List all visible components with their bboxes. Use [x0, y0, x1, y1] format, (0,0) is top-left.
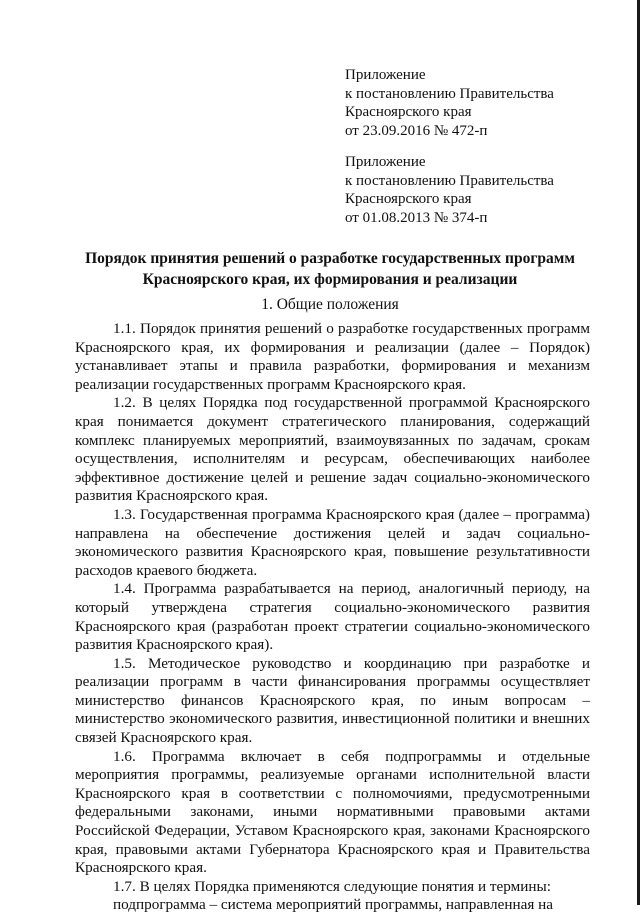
paragraph-1-1: 1.1. Порядок принятия решений о разработке государственных программ Красноярского края, их формирования и реализации (далее – Порядок) устанавливает этапы и правила разработки, формирования и механизм реализации государственных программ Красноярского края.	[75, 320, 590, 393]
appendix-note-current	[345, 66, 554, 140]
document-body	[75, 320, 590, 915]
appendix-date-number: от 23.09.2016 № 472-п	[345, 122, 488, 139]
paragraph-subprogram-definition: подпрограмма – система мероприятий программы, направленная на	[113, 896, 553, 914]
appendix-region: Красноярского края	[345, 104, 472, 120]
appendix-label: Приложение	[345, 67, 426, 83]
appendix-date-number: от 01.08.2013 № 374-п	[345, 209, 488, 226]
appendix-resolution-ref: к постановлению Правительства	[345, 85, 554, 102]
document-title-line-2: Красноярского края, их формирования и реализации	[142, 271, 518, 288]
paragraph-1-3: 1.3. Государственная программа Красноярского края (далее – программа) направлена на обеспечение достижения целей и задач социально-экономического развития Красноярского края, повышение результативности расходов краевого бюджета.	[75, 505, 590, 579]
appendix-note-original	[345, 153, 554, 227]
paragraph-1-7: 1.7. В целях Порядка применяются следующие понятия и термины:	[113, 877, 551, 895]
paragraph-1-4: 1.4. Программа разрабатывается на период, аналогичный периоду, на который утверждена стратегия социально-экономического развития Красноярского края (разработан проект стратегии социально-экономического развития Красноярского края).	[75, 580, 590, 654]
document-title	[60, 248, 600, 290]
paragraph-1-5: 1.5. Методическое руководство и координацию при разработке и реализации программ в части финансирования программы осуществляет министерство финансов Красноярского края, по иным вопросам – министерство экономического развития, инвестиционной политики и внешних связей Красноярского края.	[75, 654, 590, 747]
paragraph-1-6: 1.6. Программа включает в себя подпрограммы и отдельные мероприятия программы, реализуемые органами исполнительной власти Красноярского края в соответствии с полномочиями, предусмотренными федеральными законами, иными нормативными правовыми актами Российской Федерации, Уставом Красноярского края, законами Красноярского края, правовыми актами Губернатора Красноярского края и Правительства Красноярского края.	[75, 747, 590, 877]
appendix-resolution-ref: к постановлению Правительства	[345, 172, 554, 189]
document-title-line-1: Порядок принятия решений о разработке государственных программ	[85, 250, 575, 267]
paragraph-1-2: 1.2. В целях Порядка под государственной программой Красноярского края понимается документ стратегического планирования, содержащий комплекс планируемых мероприятий, взаимоувязанных по задачам, срокам осуществления, исполнителям и ресурсам, обеспечивающих наиболее эффективное достижение целей и решение задач социально-экономического развития Красноярского края.	[75, 394, 590, 505]
section-heading: 1. Общие положения	[261, 296, 399, 313]
appendix-region: Красноярского края	[345, 191, 472, 207]
appendix-label: Приложение	[345, 154, 426, 170]
